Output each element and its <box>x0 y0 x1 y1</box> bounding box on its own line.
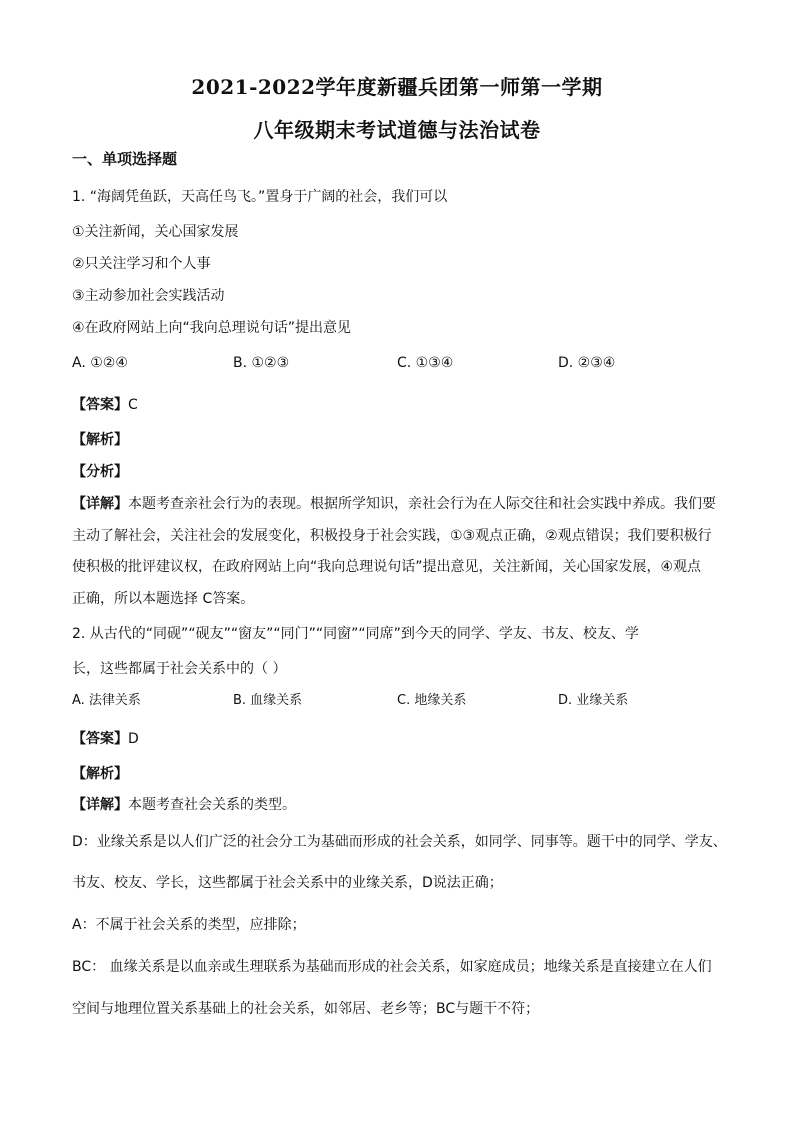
q1-analysis-tag: 【解析】 <box>72 432 128 448</box>
q1-item-3: ③主动参加社会实践活动 <box>72 288 225 304</box>
q1-detail-line-4: 正确，所以本题选择 C答案。 <box>72 591 255 607</box>
q1-detail-line-1 <box>72 495 716 513</box>
section-heading: 一、单项选择题 <box>72 150 178 168</box>
q2-detail-line-4: BC： 血缘关系是以血亲或生理联系为基础而形成的社会关系，如家庭成员；地缘关系是直接建立在人们 <box>72 959 712 975</box>
q2-answer-tag: 【答案】 <box>72 731 128 747</box>
q1-option-b: B. ①②③ <box>233 355 290 371</box>
q2-stem-line2: 长，这些都属于社会关系中的（ ） <box>72 661 287 677</box>
q2-detail-line-0 <box>72 796 296 814</box>
exam-title-line1: 2021-2022学年度新疆兵团第一师第一学期 <box>191 75 603 99</box>
q2-option-b: B. 血缘关系 <box>233 693 303 708</box>
q2-detail-line-2: 书友、校友、学长，这些都属于社会关系中的业缘关系，D说法正确； <box>72 875 503 891</box>
q2-answer-value: D <box>128 731 139 747</box>
q1-stem: 1. “海阔凭鱼跃，天高任鸟飞。”置身于广阔的社会，我们可以 <box>72 189 448 205</box>
q2-detail-first: 本题考查社会关系的类型。 <box>128 797 296 813</box>
q1-option-d: D. ②③④ <box>558 355 616 371</box>
q2-detail-tag: 【详解】 <box>72 797 128 813</box>
q2-option-c: C. 地缘关系 <box>397 693 467 708</box>
q2-analysis-tag: 【解析】 <box>72 766 128 782</box>
q1-answer-tag: 【答案】 <box>72 397 128 413</box>
q2-answer <box>72 730 139 748</box>
q2-detail-line-1: D：业缘关系是以人们广泛的社会分工为基础而形成的社会关系，如同学、同事等。题干中的同学、学友、 <box>72 834 727 850</box>
exam-title-line2: 八年级期末考试道德与法治试卷 <box>253 118 541 142</box>
q1-option-a: A. ①②④ <box>72 355 128 371</box>
q1-answer <box>72 396 138 414</box>
q1-detail-tag: 【详解】 <box>72 496 128 512</box>
q1-item-2: ②只关注学习和个人事 <box>72 256 211 272</box>
q2-detail-line-5: 空间与地理位置关系基础上的社会关系，如邻居、老乡等；BC与题干不符； <box>72 1001 540 1017</box>
q2-option-d: D. 业缘关系 <box>558 693 629 708</box>
q1-fenxi-tag: 【分析】 <box>72 464 128 480</box>
q1-detail-text-1: 本题考查亲社会行为的表现。根据所学知识，亲社会行为在人际交往和社会实践中养成。我们要 <box>128 496 716 512</box>
q1-item-4: ④在政府网站上向“我向总理说句话”提出意见 <box>72 320 352 336</box>
q2-option-a: A. 法律关系 <box>72 693 141 708</box>
q2-detail-line-3: A：不属于社会关系的类型，应排除； <box>72 917 306 933</box>
q1-answer-value: C <box>128 397 138 413</box>
q1-item-1: ①关注新闻，关心国家发展 <box>72 224 239 240</box>
q1-detail-line-3: 使积极的批评建议权，在政府网站上向“我向总理说句话”提出意见，关注新闻，关心国家发展，④观点 <box>72 559 702 575</box>
q2-stem-line1: 2. 从古代的“同砚”“砚友”“窗友”“同门”“同窗”“同席”到今天的同学、学友、书友、校友、学 <box>72 626 639 642</box>
q1-detail-line-2: 主动了解社会，关注社会的发展变化，积极投身于社会实践，①③观点正确，②观点错误；我们要积极行 <box>72 528 712 544</box>
q1-option-c: C. ①③④ <box>397 355 454 371</box>
